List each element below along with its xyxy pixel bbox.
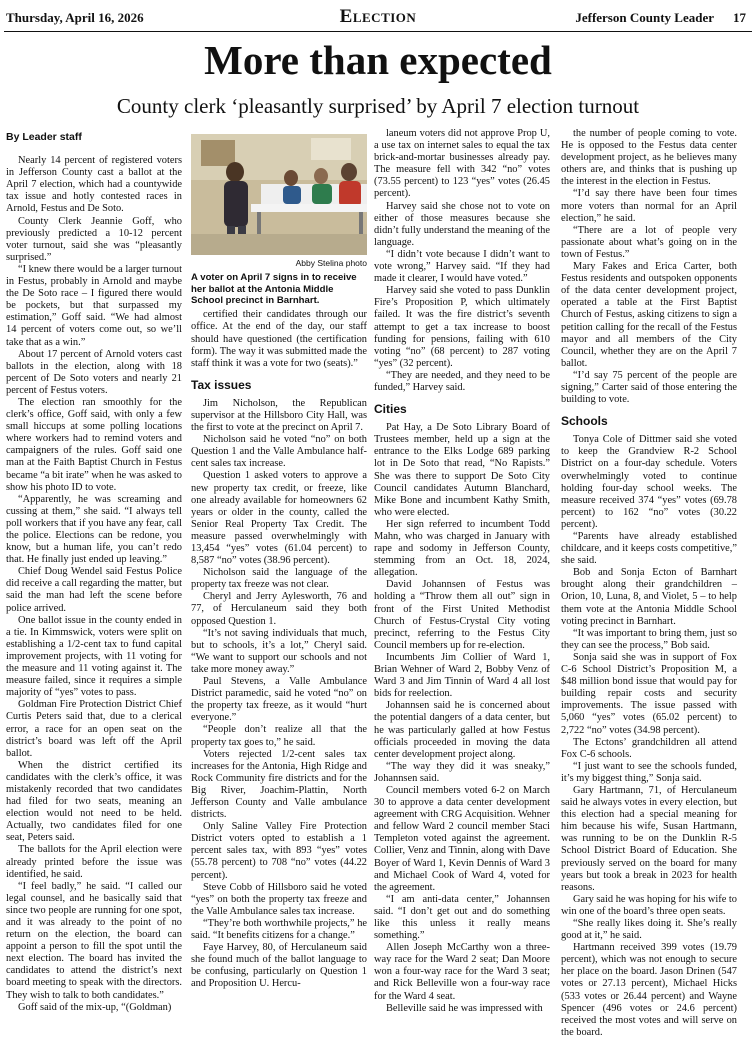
col3-body [374,422,550,1015]
col4-body [561,434,737,1039]
body-paragraph: Goldman Fire Protection District Chief Curtis Peters said that, due to a clerical error, a race for an open seat on the district’s board was left off the April ballot. [6,699,182,759]
body-paragraph: “They’re both worthwhile projects,” he said. “It benefits citizens for a change.” [191,917,367,941]
column-2 [191,128,367,990]
body-paragraph: Pat Hay, a De Soto Library Board of Trustees member, held up a sign at the entrance to the Elks Lodge 689 parking lot in De Soto that read, “No Rapists.” She was there to support De Soto City Council candidates Autumn Blanchard, Mike Bone and incumbent Kathy Smith, who were elected. [374,422,550,518]
body-paragraph: Paul Stevens, a Valle Ambulance District paramedic, said he voted “no” on the property tax freeze, as it would “hurt everyone.” [191,676,367,724]
body-paragraph: About 17 percent of Arnold voters cast ballots in the election, along with 18 percent of De Soto voters and nearly 21 percent of Festus voters. [6,348,182,396]
newspaper-name: Jefferson County Leader [575,10,714,25]
body-paragraph: Voters rejected 1/2-cent sales tax increases for the Antonia, High Ridge and Rock Community fire districts and for the Big River, Joachim-Plattin, North Jefferson County and Valle ambulance districts. [191,748,367,821]
col4-top-body [561,128,737,406]
body-paragraph: Chief Doug Wendel said Festus Police did receive a call regarding the matter, but said the man had left the scene before police arrived. [6,566,182,614]
body-paragraph: “There are a lot of people very passionate about what’s going on in the town of Festus.” [561,224,737,260]
body-paragraph: County Clerk Jeannie Goff, who previously predicted a 10-12 percent voter turnout, said she was “pleasantly surprised.” [6,215,182,263]
body-paragraph: Harvey said she voted to pass Dunklin Fire’s Proposition P, which ultimately failed. It was the fire district’s seventh attempt to get a tax increase to boost funding for pensions, failing with 610 voting “no” (68 percent) to 287 voting “yes” (32 percent). [374,285,550,369]
body-paragraph: Bob and Sonja Ecton of Barnhart brought along their grandchildren – Orion, 10, Luna, 8, and Violet, 5 – to help them vote at the Antonia Middle School voting precinct in Barnhart. [561,567,737,627]
body-paragraph: Gary said he was hoping for his wife to win one of the board’s three open seats. [561,893,737,917]
column-3 [374,128,550,1015]
body-paragraph: Nicholson said he voted “no” on both Question 1 and the Valle Ambulance half-cent sales tax increase. [191,434,367,470]
body-paragraph: “The way they did it was sneaky,” Johannsen said. [374,760,550,784]
body-paragraph: “I’d say 75 percent of the people are signing,” Carter said of those entering the building to vote. [561,369,737,406]
body-paragraph: Harvey said she chose not to vote on either of those measures because she didn’t fully understand the meaning of the language. [374,200,550,248]
body-paragraph: Hartmann received 399 votes (19.79 percent), which was not enough to secure her place on the board. Jason Drinen (547 votes or 27.13 percent), Michael Hicks (533 votes or 26.44 percent) and Wayne Spencer (496 votes or 24.6 percent) received the most votes and will serve on the board. [561,942,737,1038]
body-paragraph: Gary Hartmann, 71, of Herculaneum said he always votes in every election, but this election had a special meaning for him because his wife, Susan Hartmann, was running to be on the Dunklin R-5 School District Board of Education. She previously served on the board for many years but took a break in 2023 for health reasons. [561,784,737,893]
col2-body [191,398,367,991]
body-paragraph: Faye Harvey, 80, of Herculaneum said she found much of the ballot language to be confusing, particularly on Question 1 and Proposition U. Hercu- [191,942,367,990]
subhead-schools: Schools [561,414,608,429]
body-paragraph: The Ectons’ grandchildren all attend Fox C-6 schools. [561,736,737,760]
body-paragraph: “Parents have already established childcare, and it keeps costs competitive,” she said. [561,531,737,567]
body-paragraph: David Johannsen of Festus was holding a “Throw them all out” sign in front of the First United Methodist Church of Festus-Crystal City voting precinct, referring to the Festus City Council members up for re-election. [374,579,550,651]
subheadline: County clerk ‘pleasantly surprised’ by April 7 election turnout [116,94,640,118]
body-paragraph: Council members voted 6-2 on March 30 to approve a data center development agreement with CRG Acquisition. Wehner and fellow Ward 2 council member Staci Templeton voted against the agreement. Collier, Venz and Tinnin, along with Dave Boyer of Ward 1, Kevin Dennis of Ward 3 and Michael Cook of Ward 4, voted for the agreement. [374,784,550,893]
photo-credit: Abby Stelina photo [295,258,367,268]
body-paragraph: The election ran smoothly for the clerk’s office, Goff said, with only a few small hiccups at some polling locations where workers had to remind voters and campaigners of the rules. Goff said one man at the Faith Baptist Church in Festus became “a bit irate” when he was asked to show his photo ID to vote. [6,396,182,493]
issue-date: Thursday, April 16, 2026 [6,10,144,25]
body-paragraph: Incumbents Jim Collier of Ward 1, Brian Wehner of Ward 2, Bobby Venz of Ward 3 and Jim Tinnin of Ward 4 all lost bids for reelection. [374,651,550,700]
body-paragraph: Mary Fakes and Erica Carter, both Festus residents and outspoken opponents of the data center development project, operated a table at the First Baptist Church of Festus, asking citizens to sign a petition calling for the recall of the Festus mayor and all members of the City Council, whether they are on the April 7 ballot. [561,261,737,369]
body-paragraph: Sonja said she was in support of Fox C-6 School District’s Proposition M, a $48 million bond issue that would pay for building repair costs and security improvements. The issue passed with 5,060 “yes” votes (65.02 percent) to 2,722 “no” votes (34.98 percent). [561,651,737,736]
body-paragraph: Steve Cobb of Hillsboro said he voted “yes” on both the property tax freeze and the Valle Ambulance sales tax increase. [191,881,367,917]
body-paragraph: “I am anti-data center,” Johannsen said. “I don’t get out and do something like this unless it really means something.” [374,893,550,942]
headline: More than expected [204,37,552,83]
header-rule [4,31,752,32]
body-paragraph: Allen Joseph McCarthy won a three-way race for the Ward 2 seat; Dan Moore won a four-way race for the Ward 3 seat; and Rick Belleville won a four-way race for the Ward 4 seat. [374,942,550,1002]
body-paragraph: Only Saline Valley Fire Protection District voters opted to establish a 1 percent sales tax, with 893 “yes” votes (55.78 percent) to 708 “no” votes (44.22 percent). [191,821,367,881]
body-paragraph: “I’d say there have been four times more voters than normal for an April election,” he said. [561,188,737,224]
body-paragraph: The ballots for the April election were already printed before the issue was identified, he said. [6,844,182,880]
body-paragraph: One ballot issue in the county ended in a tie. In Kimmswick, voters were split on establishing a 1/2-cent tax to fund capital improvement projects, with 11 voting for the measure and 11 voting against it. The measure failed, since it requires a simple majority of “yes” votes to pass. [6,614,182,699]
body-paragraph: the number of people coming to vote. He is opposed to the Festus data center development project, as he believes many others are, and thinks that is pushing up the interest in the election in Festus. [561,128,737,188]
body-paragraph: “I didn’t vote because I didn’t want to vote wrong,” Harvey said. “If they had made it clearer, I would have voted.” [374,248,550,285]
body-paragraph: “People don’t realize all that the property tax goes to,” he said. [191,724,367,748]
body-paragraph: Goff said of the mix-up, “(Goldman) [18,1001,172,1013]
body-paragraph: “It was important to bring them, just so they can see the process,” Bob said. [561,627,737,651]
photo-caption: A voter on April 7 signs in to receive her ballot at the Antonia Middle School precinct in Barnhart. [191,272,357,306]
body-paragraph: Question 1 asked voters to approve a new property tax credit, or freeze, like one already available for homeowners 62 years or older in the county, called the Senior Real Property Tax Credit. The measure passed overwhelmingly with 13,454 “yes” votes (61.04 percent) to 8,587 “no” votes (38.96 percent). [191,470,367,567]
body-paragraph: “She really likes doing it. She’s really good at it,” he said. [561,918,737,942]
body-paragraph: Johannsen said he is concerned about the potential dangers of a data center, but he was particularly galled at how Festus officials proceeded in moving the data center development project along. [374,700,550,760]
col1-body [6,155,182,1014]
body-paragraph: “They are needed, and they need to be funded,” Harvey said. [374,369,550,393]
body-paragraph: Nicholson said the language of the property tax freeze was not clear. [191,567,367,591]
col3-top-body [374,128,550,394]
body-paragraph: Belleville said he was impressed with [386,1002,543,1014]
subhead-tax-issues: Tax issues [191,377,252,392]
subhead-cities: Cities [374,402,407,417]
election-photo [191,134,367,255]
body-paragraph: “I just want to see the schools funded, it’s my biggest thing,” Sonja said. [561,760,737,784]
page-number: 17 [733,10,746,25]
page-header [0,0,756,32]
body-paragraph: Her sign referred to incumbent Todd Mahn, who was charged in January with rape and sodomy in Jefferson County, stemming from an Oct. 18, 2024, allegation. [374,518,550,579]
body-paragraph: laneum voters did not approve Prop U, a use tax on internet sales to equal the tax brick-and-mortar businesses already pay. The measure fell with 342 “no” votes (73.55 percent) to 123 “yes” votes (26.45 percent). [374,128,550,200]
body-paragraph: “It’s not saving individuals that much, but to schools, it’s a lot,” Cheryl said. “We want to support our schools and not take more money away.” [191,627,367,675]
body-paragraph: “I feel badly,” he said. “I called our legal counsel, and he basically said that since two people are running for one spot, and it was already to the point of no return on the election, the board can appoint a person to fill the spot until the next election. The board has invited the candidates to attend the district’s next board meeting to speak with the directors. They wish to talk to both candidates.” [6,880,182,1001]
column-4 [561,128,737,1039]
body-paragraph: Jim Nicholson, the Republican supervisor at the Hillsboro City Hall, was the first to vote at the precinct on April 7. [191,397,367,434]
body-paragraph: “Apparently, he was screaming and cussing at them,” she said. “I always tell poll workers that if you have any fear, call the police. Elections can be redone, you know, but a human life, you can’t redo that. He finally just ended up leaving.” [6,493,182,566]
body-paragraph: “I knew there would be a larger turnout in Festus, probably in Arnold and maybe the De Soto race – I figured there would be pockets, but that surpassed my estimation,” Goff said. “We had almost 14 percent of voters come out, so we’ll take that as a win.” [6,263,182,348]
col2-top-body [191,309,367,369]
body-paragraph: Nearly 14 percent of registered voters in Jefferson County cast a ballot at the April 7 election, which had a countywide tax issue and hotly contested races in Arnold, Festus and De Soto. [6,155,182,215]
body-paragraph: Cheryl and Jerry Aylesworth, 76 and 77, of Herculaneum said they both opposed Question 1. [191,591,367,627]
byline: By Leader staff [6,131,82,143]
photo-illustration [191,134,367,255]
column-1 [6,128,182,1014]
body-paragraph: Tonya Cole of Dittmer said she voted to keep the Grandview R-2 School District on a four-day schedule. Voters overwhelmingly voted to continue holding four-day school weeks. The measure received 374 “yes” votes (69.78 percent) to 162 “no” votes (30.22 percent). [561,434,737,530]
body-paragraph: When the district certified its candidates with the clerk’s office, it was mistakenly recorded that two candidates had filed for two seats, meaning an election would not need to be held. Actually, two candidates filed for one seat, Peters said. [6,759,182,844]
body-paragraph: certified their candidates through our office. At the end of the day, our staff should have questioned (the certification form). The way it was submitted made the staff think it was a vote for two (seats).” [191,309,367,369]
section-name: Election [339,6,417,27]
